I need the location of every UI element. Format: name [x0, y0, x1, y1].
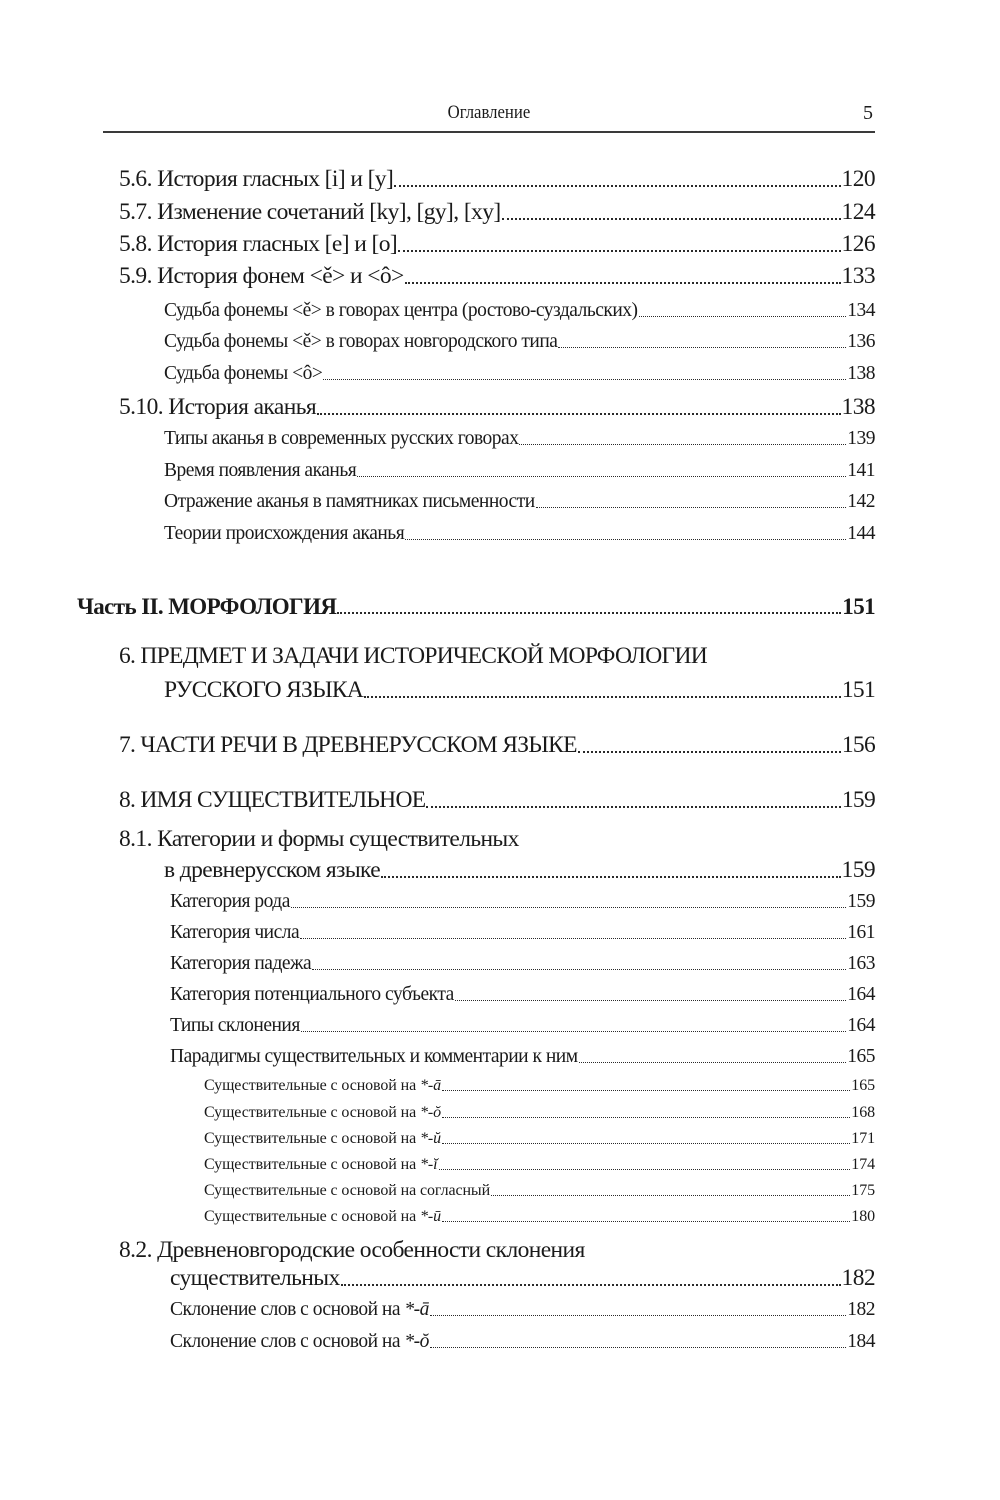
dot-leader — [426, 787, 840, 814]
toc-entry-label-text: Склонение слов с основой на — [170, 1331, 405, 1352]
toc-entry-page: 138 — [841, 394, 875, 420]
toc-entry-potential-subject[interactable] — [170, 984, 875, 1006]
toc-entry-page: 120 — [841, 166, 875, 192]
running-head — [103, 102, 875, 128]
toc-entry-label: Категория падежа — [170, 953, 312, 974]
dot-leader — [394, 166, 840, 193]
toc-entry-stem-consonant[interactable] — [204, 1182, 875, 1200]
toc-entry-label — [170, 1331, 429, 1353]
toc-entry-label-text: Существительные с основой на — [204, 1104, 421, 1121]
toc-entry-label: Категория потенциального субъекта — [170, 984, 454, 1005]
dot-leader — [381, 857, 840, 884]
toc-entry-label: Судьба фонемы <ě> в говорах центра (ростово-суздальских) — [164, 300, 638, 321]
toc-entry-page: 156 — [841, 732, 875, 758]
toc-entry-page: 124 — [841, 199, 875, 225]
toc-entry-novgorod-stem-o[interactable] — [170, 1331, 875, 1353]
dot-leader — [442, 1077, 850, 1095]
dot-leader — [639, 300, 847, 322]
toc-entry-paradigms[interactable] — [170, 1046, 875, 1068]
toc-entry-label — [204, 1208, 441, 1226]
dot-leader — [341, 1265, 841, 1292]
toc-entry-label — [204, 1077, 441, 1095]
toc-entry-page: 164 — [847, 1015, 875, 1036]
toc-entry-label: Типы склонения — [170, 1015, 300, 1036]
toc-entry-5-6[interactable] — [119, 166, 875, 193]
toc-entry-akanye-time[interactable] — [164, 460, 875, 482]
dot-leader — [317, 394, 841, 421]
toc-entry-page: 182 — [847, 1299, 875, 1320]
stem-symbol: *-ŭ — [420, 1130, 442, 1147]
toc-entry-part-2[interactable] — [77, 594, 875, 620]
dot-leader — [301, 1015, 846, 1037]
toc-entry-label: Типы аканья в современных русских говорах — [164, 428, 519, 449]
toc-entry-8-1-line1[interactable]: 8.1. Категории и формы существительных — [119, 826, 519, 852]
toc-entry-label-text: Существительные с основой на согласный — [204, 1182, 491, 1199]
toc-entry-label-text: Существительные с основой на — [204, 1077, 421, 1094]
dot-leader — [442, 1208, 850, 1226]
dot-leader — [291, 891, 846, 913]
toc-entry-5-10[interactable] — [119, 394, 875, 421]
toc-entry-stem-u-long[interactable] — [204, 1208, 875, 1226]
toc-entry-case[interactable] — [170, 953, 875, 975]
toc-entry-label: Категория числа — [170, 922, 300, 943]
toc-entry-page: 163 — [847, 953, 875, 974]
toc-entry-label: Часть II. МОРФОЛОГИЯ — [77, 594, 337, 619]
toc-entry-page: 159 — [847, 891, 875, 912]
stem-symbol: *-ā — [420, 1077, 442, 1094]
toc-entry-label: 5.8. История гласных [e] и [o] — [119, 231, 398, 257]
toc-entry-label: Отражение аканья в памятниках письменности — [164, 491, 535, 512]
toc-entry-label: 5.6. История гласных [i] и [y] — [119, 166, 394, 192]
toc-entry-page: 175 — [851, 1182, 875, 1199]
toc-entry-page: 138 — [847, 363, 875, 384]
page-number: 5 — [863, 102, 873, 124]
dot-leader — [337, 594, 841, 620]
toc-entry-page: 151 — [841, 677, 875, 703]
toc-entry-page: 126 — [841, 231, 875, 257]
toc-entry-gender[interactable] — [170, 891, 875, 913]
toc-entry-declension-types[interactable] — [170, 1015, 875, 1037]
dot-leader — [430, 1299, 846, 1321]
toc-entry-page: 182 — [841, 1265, 875, 1291]
toc-entry-stem-o[interactable] — [204, 1104, 875, 1122]
dot-leader — [558, 331, 846, 353]
toc-entry-page: 168 — [851, 1104, 875, 1121]
toc-entry-akanye-types[interactable] — [164, 428, 875, 450]
toc-entry-6-line1[interactable]: 6. ПРЕДМЕТ И ЗАДАЧИ ИСТОРИЧЕСКОЙ МОРФОЛОГИИ — [119, 643, 707, 669]
dot-leader — [398, 231, 840, 258]
toc-entry-page: 165 — [851, 1077, 875, 1094]
stem-symbol: *-ū — [420, 1208, 442, 1225]
toc-entry-page: 159 — [841, 857, 875, 883]
running-title-text: Оглавление — [447, 102, 531, 123]
toc-entry-5-8[interactable] — [119, 231, 875, 258]
toc-entry-label: 5.9. История фонем <ě> и <ô> — [119, 263, 404, 289]
toc-entry-page: 141 — [847, 460, 875, 481]
toc-entry-page: 165 — [847, 1046, 875, 1067]
toc-entry-label: 5.10. История аканья — [119, 394, 317, 420]
toc-entry-novgorod-stem-a[interactable] — [170, 1299, 875, 1321]
toc-entry-label-text: Склонение слов с основой на — [170, 1299, 405, 1320]
toc-entry-page: 174 — [851, 1156, 875, 1173]
toc-entry-5-7[interactable] — [119, 199, 875, 226]
toc-entry-label — [204, 1156, 438, 1174]
dot-leader — [439, 1156, 851, 1174]
toc-entry-stem-u-short[interactable] — [204, 1130, 875, 1148]
toc-entry-label: Судьба фонемы <ô> — [164, 363, 323, 384]
toc-entry-label: Категория рода — [170, 891, 290, 912]
dot-leader — [312, 953, 846, 975]
dot-leader — [442, 1130, 850, 1148]
toc-entry-label: 8. ИМЯ СУЩЕСТВИТЕЛЬНОЕ — [119, 787, 426, 813]
toc-entry-label: Теории происхождения аканья — [164, 523, 405, 544]
toc-entry-page: 139 — [847, 428, 875, 449]
dot-leader — [455, 984, 846, 1006]
toc-entry-label: Время появления аканья — [164, 460, 357, 481]
dot-leader — [300, 922, 846, 944]
toc-entry-label: существительных — [170, 1265, 340, 1291]
toc-entry-page: 136 — [847, 331, 875, 352]
toc-entry-label — [204, 1130, 441, 1148]
toc-entry-5-9[interactable] — [119, 263, 875, 290]
toc-entry-page: 171 — [851, 1130, 875, 1147]
toc-entry-label-text: Существительные с основой на — [204, 1156, 421, 1173]
toc-entry-label — [170, 1299, 429, 1321]
toc-entry-page: 134 — [847, 300, 875, 321]
toc-entry-page: 159 — [841, 787, 875, 813]
toc-entry-number[interactable] — [170, 922, 875, 944]
toc-entry-6[interactable] — [164, 677, 875, 704]
dot-leader — [536, 491, 847, 513]
toc-entry-akanye-theories[interactable] — [164, 523, 875, 545]
stem-symbol: *-ŏ — [404, 1331, 429, 1352]
toc-entry-page: 180 — [851, 1208, 875, 1225]
dot-leader — [405, 263, 841, 290]
toc-entry-label: 5.7. Изменение сочетаний [ky], [gy], [xy] — [119, 199, 501, 225]
toc-entry-fate-e-central[interactable] — [164, 300, 875, 322]
toc-entry-label: Парадигмы существительных и комментарии к ним — [170, 1046, 578, 1067]
toc-entry-8-2-line1[interactable]: 8.2. Древненовгородские особенности склонения — [119, 1237, 585, 1263]
stem-symbol: *-ŏ — [420, 1104, 442, 1121]
toc-entry-label: 7. ЧАСТИ РЕЧИ В ДРЕВНЕРУССКОМ ЯЗЫКЕ — [119, 732, 577, 758]
toc-entry-label — [204, 1182, 490, 1200]
toc-entry-fate-e-novgorod[interactable] — [164, 331, 875, 353]
dot-leader — [519, 428, 846, 450]
toc-entry-page: 142 — [847, 491, 875, 512]
dot-leader — [405, 523, 846, 545]
dot-leader — [579, 1046, 847, 1068]
toc-entry-8[interactable] — [119, 787, 875, 814]
dot-leader — [442, 1104, 850, 1122]
dot-leader — [357, 460, 846, 482]
toc-entry-label: в древнерусском языке — [164, 857, 381, 883]
stem-symbol: *-ĭ — [420, 1156, 438, 1173]
toc-entry-label-text: Существительные с основой на — [204, 1208, 421, 1225]
toc-entry-page: 164 — [847, 984, 875, 1005]
dot-leader — [364, 677, 841, 704]
toc-entry-8-2[interactable] — [170, 1265, 875, 1292]
toc-entry-page: 133 — [841, 263, 875, 289]
toc-entry-label: Судьба фонемы <ě> в говорах новгородского типа — [164, 331, 558, 352]
toc-entry-akanye-monuments[interactable] — [164, 491, 875, 513]
dot-leader — [491, 1182, 850, 1200]
toc-entry-page: 184 — [847, 1331, 875, 1352]
toc-entry-label — [204, 1104, 441, 1122]
toc-entry-page: 144 — [847, 523, 875, 544]
dot-leader — [578, 732, 841, 759]
toc-entry-7[interactable] — [119, 732, 875, 759]
toc-entry-label-text: Существительные с основой на — [204, 1130, 421, 1147]
dot-leader — [430, 1331, 846, 1353]
toc-entry-stem-i[interactable] — [204, 1156, 875, 1174]
toc-entry-page: 151 — [842, 594, 875, 619]
header-rule — [103, 131, 875, 133]
running-title — [103, 102, 875, 124]
dot-leader — [323, 363, 846, 385]
toc-entry-8-1[interactable] — [164, 857, 875, 884]
toc-entry-stem-a[interactable] — [204, 1077, 875, 1095]
dot-leader — [502, 199, 841, 226]
toc-entry-fate-o[interactable] — [164, 363, 875, 385]
toc-entry-page: 161 — [847, 922, 875, 943]
toc-entry-label: РУССКОГО ЯЗЫКА — [164, 677, 364, 703]
stem-symbol: *-ā — [404, 1299, 429, 1320]
